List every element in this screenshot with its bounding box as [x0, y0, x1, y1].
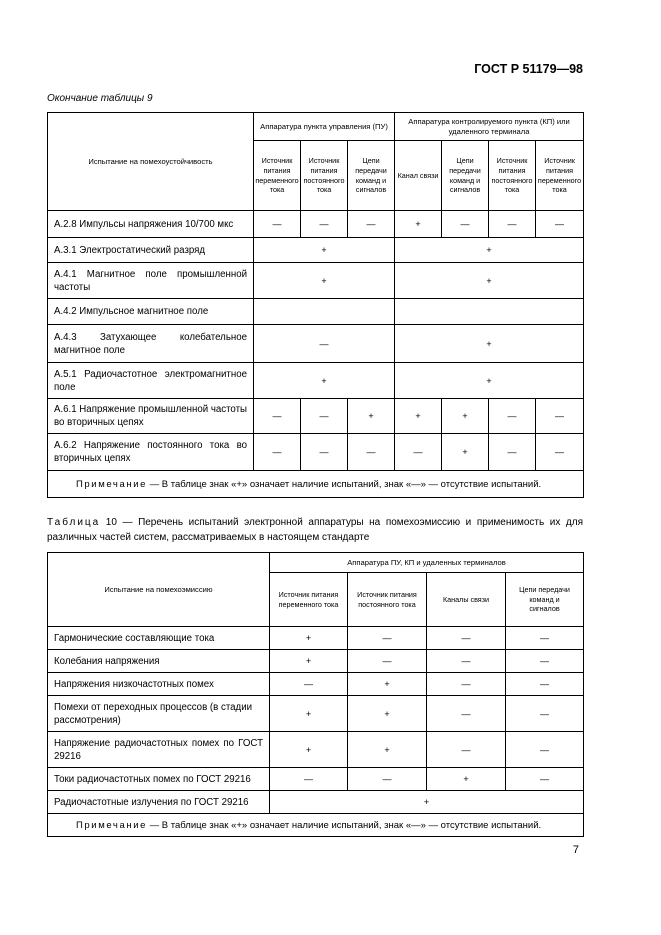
caption-label: Таблица: [47, 517, 101, 528]
table-9: [47, 112, 584, 498]
cell-value-kp: [395, 299, 584, 325]
cell-value-kp: +: [395, 263, 584, 299]
table10-col-header: Каналы связи: [427, 573, 506, 627]
cell-value: +: [270, 650, 348, 673]
cell-value: +: [270, 732, 348, 768]
table-row: [48, 211, 584, 238]
cell-value: —: [270, 768, 348, 791]
cell-value: —: [427, 673, 506, 696]
cell-value-pu: +: [254, 238, 395, 263]
cell-value: +: [270, 696, 348, 732]
table10-col-header: Источник питания постоянного тока: [348, 573, 427, 627]
row-label: А.4.3 Затухающее колебательное магнитное поле: [48, 325, 254, 363]
cell-value: —: [536, 211, 584, 238]
cell-value: —: [254, 399, 301, 434]
cell-value: —: [427, 650, 506, 673]
row-label: Колебания напряжения: [48, 650, 270, 673]
table-row: [48, 791, 584, 814]
cell-value: —: [506, 732, 584, 768]
cell-value: —: [348, 434, 395, 471]
table9-col-header: Источник питания постоянного тока: [301, 141, 348, 211]
cell-value: —: [506, 650, 584, 673]
caption-text: 10 — Перечень испытаний электронной аппаратуры на помехоэмиссию и применимость их для различных частей систем, рассматриваемых в настоящем стандарте: [47, 517, 583, 543]
row-label: А.6.2 Напряжение постоянного тока во вторичных цепях: [48, 434, 254, 471]
cell-value: —: [489, 399, 536, 434]
table10-caption: [47, 515, 583, 545]
cell-value: —: [348, 627, 427, 650]
table-row: [48, 434, 584, 471]
cell-value-pu: +: [254, 363, 395, 399]
cell-value: —: [442, 211, 489, 238]
row-label: А.4.1 Магнитное поле промышленной частоты: [48, 263, 254, 299]
cell-value: —: [348, 650, 427, 673]
cell-value-pu: —: [254, 325, 395, 363]
cell-value: —: [254, 434, 301, 471]
cell-value: —: [506, 768, 584, 791]
table-row: [48, 673, 584, 696]
note-text: — В таблице знак «+» означает наличие испытаний, знак «—» — отсутствие испытаний.: [147, 819, 542, 831]
row-label: А.3.1 Электростатический разряд: [48, 238, 254, 263]
cell-value: —: [301, 399, 348, 434]
table-row: [48, 299, 584, 325]
table-row: [48, 325, 584, 363]
note-label: Примечание: [76, 478, 147, 490]
cell-value: +: [270, 627, 348, 650]
table9-group-kp: Аппаратура контролируемого пункта (КП) или удаленного терминала: [395, 113, 584, 141]
document-code: ГОСТ Р 51179—98: [474, 62, 583, 76]
table10-col-header: Источник питания переменного тока: [270, 573, 348, 627]
table10-group: Аппаратура ПУ, КП и удаленных терминалов: [270, 553, 584, 573]
table-row: [48, 768, 584, 791]
table-row: [48, 263, 584, 299]
table-row: [48, 399, 584, 434]
cell-value: —: [536, 399, 584, 434]
cell-value: +: [395, 211, 442, 238]
row-label: Помехи от переходных процессов (в стадии рассмотрения): [48, 696, 270, 732]
table10-test-header: Испытание на помехоэмиссию: [48, 553, 270, 627]
table-row: [48, 696, 584, 732]
table-row: [48, 732, 584, 768]
cell-value-merged: +: [270, 791, 584, 814]
cell-value-kp: +: [395, 363, 584, 399]
cell-value-pu: +: [254, 263, 395, 299]
cell-value: +: [395, 399, 442, 434]
row-label: Напряжения низкочастотных помех: [48, 673, 270, 696]
table9-col-header: Источник питания переменного тока: [254, 141, 301, 211]
cell-value: —: [506, 627, 584, 650]
table9-col-header: Цепи передачи команд и сигналов: [348, 141, 395, 211]
table9-col-header: Источник питания постоянного тока: [489, 141, 536, 211]
row-label: А.6.1 Напряжение промышленной частоты во вторичных цепях: [48, 399, 254, 434]
table9-col-header: Канал связи: [395, 141, 442, 211]
cell-value-kp: +: [395, 325, 584, 363]
cell-value: —: [301, 211, 348, 238]
table-row: [48, 363, 584, 399]
cell-value: —: [301, 434, 348, 471]
cell-value: —: [427, 627, 506, 650]
cell-value: +: [348, 696, 427, 732]
cell-value: —: [506, 673, 584, 696]
cell-value: +: [442, 434, 489, 471]
table9-group-pu: Аппаратура пункта управления (ПУ): [254, 113, 395, 141]
table-row: [48, 627, 584, 650]
cell-value: —: [427, 732, 506, 768]
page-number: 7: [572, 844, 579, 856]
cell-value-pu: [254, 299, 395, 325]
cell-value: —: [270, 673, 348, 696]
cell-value: —: [427, 696, 506, 732]
row-label: Радиочастотные излучения по ГОСТ 29216: [48, 791, 270, 814]
table10-note: [48, 814, 584, 837]
row-label: А.4.2 Импульсное магнитное поле: [48, 299, 254, 325]
cell-value: —: [489, 211, 536, 238]
table-row: [48, 650, 584, 673]
note-text: — В таблице знак «+» означает наличие испытаний, знак «—» — отсутствие испытаний.: [147, 478, 542, 490]
row-label: Напряжение радиочастотных помех по ГОСТ 29216: [48, 732, 270, 768]
table9-caption: Окончание таблицы 9: [47, 93, 153, 104]
row-label: А.2.8 Импульсы напряжения 10/700 мкс: [48, 211, 254, 238]
cell-value: +: [348, 399, 395, 434]
cell-value: —: [254, 211, 301, 238]
cell-value: —: [489, 434, 536, 471]
table9-col-header: Источник питания переменного тока: [536, 141, 584, 211]
table9-note: [48, 471, 584, 498]
cell-value: +: [348, 732, 427, 768]
cell-value: —: [506, 696, 584, 732]
cell-value: —: [348, 768, 427, 791]
table-row: [48, 238, 584, 263]
table10-col-header: Цепи передачи команд и сигналов: [506, 573, 584, 627]
row-label: Токи радиочастотных помех по ГОСТ 29216: [48, 768, 270, 791]
cell-value: +: [442, 399, 489, 434]
cell-value: —: [395, 434, 442, 471]
table-10: [47, 552, 584, 837]
row-label: А.5.1 Радиочастотное электромагнитное поле: [48, 363, 254, 399]
note-label: Примечание: [76, 819, 147, 831]
cell-value: —: [536, 434, 584, 471]
cell-value: +: [427, 768, 506, 791]
cell-value: —: [348, 211, 395, 238]
cell-value-kp: +: [395, 238, 584, 263]
cell-value: +: [348, 673, 427, 696]
table9-test-header: Испытание на помехоустойчивость: [48, 113, 254, 211]
table9-col-header: Цепи передачи команд и сигналов: [442, 141, 489, 211]
row-label: Гармонические составляющие тока: [48, 627, 270, 650]
